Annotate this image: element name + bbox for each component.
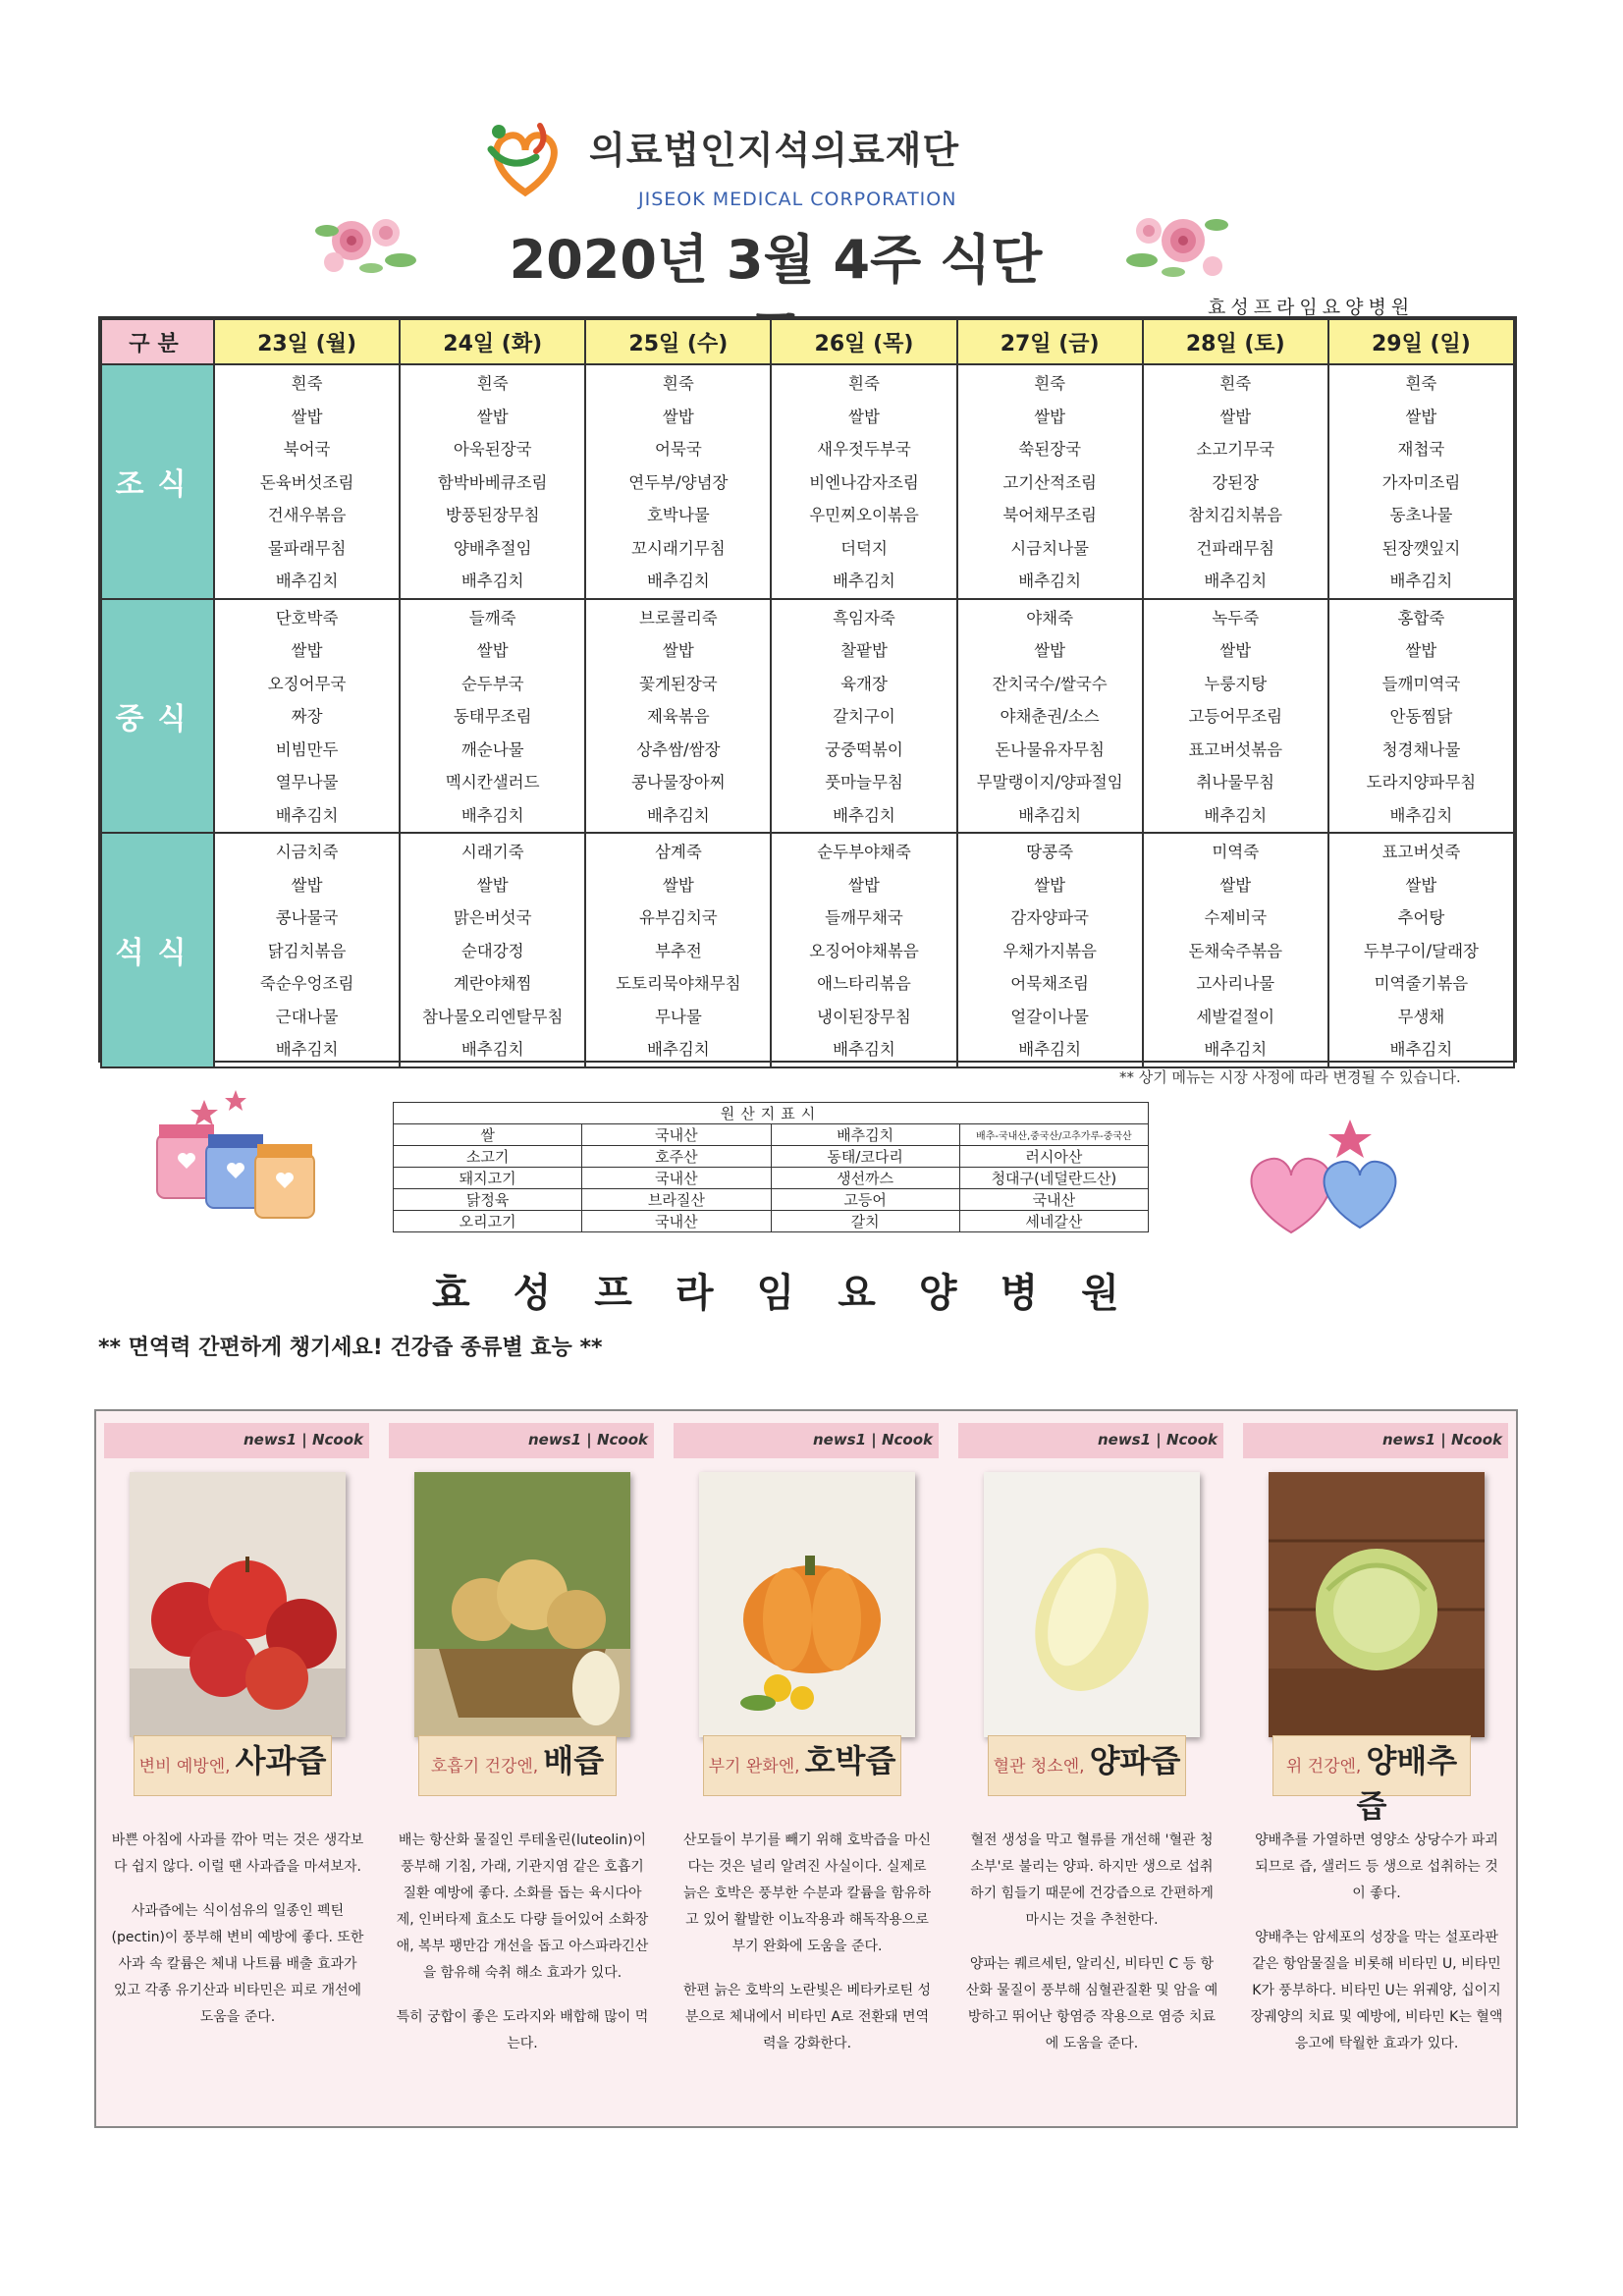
menu-item: 쑥된장국 (1018, 440, 1082, 459)
origin-cell: 갈치 (771, 1211, 959, 1232)
news-logo: news1 | Ncook (1381, 1431, 1502, 1449)
menu-item: 무나물 (654, 1007, 702, 1026)
menu-item: 쌀밥 (1219, 641, 1252, 660)
menu-item: 배추김치 (646, 572, 710, 590)
menu-cell (771, 599, 956, 834)
menu-item: 배추김치 (1204, 572, 1268, 590)
menu-cell (957, 833, 1143, 1067)
hearts-decoration-icon (1232, 1115, 1429, 1242)
menu-cell (1143, 599, 1328, 834)
menu-cell (585, 833, 771, 1067)
menu-item: 콩나물장아찌 (631, 773, 726, 792)
menu-item: 흰죽 (1219, 374, 1252, 393)
health-juice-subtitle: ** 면역력 간편하게 챙기세요! 건강즙 종류별 효능 ** (98, 1336, 603, 1360)
flower-decoration-icon (312, 201, 430, 290)
menu-item: 근대나물 (275, 1007, 339, 1026)
menu-item: 물파래무침 (267, 538, 347, 558)
menu-item: 무생채 (1397, 1007, 1445, 1026)
menu-item: 맑은버섯국 (453, 908, 532, 927)
menu-item: 흰죽 (476, 374, 509, 393)
origin-cell: 세네갈산 (959, 1211, 1148, 1232)
menu-item: 표고버섯죽 (1381, 843, 1461, 861)
menu-item: 단호박죽 (275, 608, 339, 628)
menu-item: 배추김치 (1018, 805, 1082, 825)
menu-cell (1143, 364, 1328, 599)
menu-item: 새우젓두부국 (817, 440, 911, 459)
origin-cell: 국내산 (582, 1124, 771, 1146)
menu-item: 얼갈이나물 (1010, 1007, 1089, 1026)
menu-cell (400, 833, 585, 1067)
card-paragraph: 산모들이 부기를 빼기 위해 호박즙을 마신다는 것은 널리 알려진 사실이다. 실제로 늙은 호박은 풍부한 수분과 칼륨을 함유하고 있어 활발한 이뇨작용과 해독작용으로 부기 완화에 도움을 준다. (682, 1832, 932, 1954)
menu-item: 흰죽 (1405, 374, 1437, 393)
menu-cell (214, 364, 400, 599)
menu-item: 배추김치 (646, 805, 710, 825)
menu-cell (400, 599, 585, 834)
menu-item: 브로콜리죽 (639, 608, 718, 628)
card-paragraph: 배는 항산화 물질인 루테올린(luteolin)이 풍부해 기침, 가래, 기관지염 같은 호흡기 질환 예방에 좋다. 소화를 돕는 육시다아제, 인버타제 효소도 다량 들어있어 소화장애, 복부 팽만감 개선을 돕고 아스파라긴산을 함유해 숙취 해소 효과가 있다. (396, 1832, 649, 1981)
menu-item: 누룽지탕 (1204, 674, 1268, 693)
card-paragraph: 바쁜 아침에 사과를 깎아 먹는 것은 생각보다 쉽지 않다. 이럴 땐 사과즙을 마셔보자. (111, 1832, 364, 1875)
menu-item: 제육볶음 (646, 707, 710, 726)
menu-item: 상추쌈/쌈장 (636, 739, 721, 759)
menu-item: 북어국 (283, 440, 331, 459)
menu-item: 쌀밥 (1034, 875, 1066, 895)
menu-item: 쌀밥 (291, 407, 323, 426)
menu-item: 배추김치 (1018, 572, 1082, 590)
card-label-big: 사과즙 (235, 1742, 327, 1779)
menu-cell (214, 833, 400, 1067)
hospital-name-large: 효성프라임요양병원 (432, 1271, 1163, 1316)
juice-card-apple (104, 1423, 369, 2025)
origin-cell: 국내산 (959, 1189, 1148, 1211)
menu-item: 강된장 (1212, 472, 1260, 492)
menu-item: 연두부/양념장 (628, 472, 729, 492)
menu-item: 배추김치 (833, 572, 895, 590)
menu-item: 쌀밥 (476, 641, 509, 660)
origin-cell: 닭정육 (394, 1189, 582, 1211)
menu-item: 배추김치 (1389, 572, 1453, 590)
card-label (988, 1735, 1186, 1796)
origin-cell: 배추-국내산,중국산/고추가루-중국산 (959, 1124, 1148, 1146)
menu-item: 수제비국 (1204, 908, 1268, 927)
juice-card-cabbage (1243, 1423, 1508, 2051)
menu-item: 쌀밥 (662, 875, 694, 895)
menu-item: 재첩국 (1397, 440, 1445, 459)
card-label (1272, 1735, 1471, 1825)
origin-cell: 호주산 (582, 1146, 771, 1168)
card-description (964, 1828, 1219, 2075)
menu-item: 세발겉절이 (1196, 1007, 1275, 1026)
menu-item: 애느타리볶음 (817, 974, 911, 993)
card-label (134, 1735, 332, 1796)
menu-item: 꼬시래기무침 (631, 538, 726, 558)
menu-item: 순두부국 (460, 674, 524, 693)
juice-card-pumpkin (674, 1423, 939, 2051)
origin-cell: 러시아산 (959, 1146, 1148, 1168)
menu-item: 동초나물 (1389, 506, 1453, 524)
menu-item: 호박나물 (646, 506, 710, 524)
origin-cell: 오리고기 (394, 1211, 582, 1232)
menu-cell (771, 833, 956, 1067)
card-paragraph: 양배추는 암세포의 성장을 막는 설포라판 같은 항암물질을 비롯해 비타민 U, 비타민 K가 풍부하다. 비타민 U는 위궤양, 십이지장궤양의 치료 및 예방에, 비타민 K는 혈액 응고에 탁월한 효과가 있다. (1250, 1930, 1503, 2051)
menu-item: 어묵채조림 (1010, 974, 1089, 993)
menu-item: 더덕지 (840, 538, 888, 558)
news-logo: news1 | Ncook (812, 1431, 933, 1449)
menu-item: 배추김치 (460, 1040, 524, 1059)
menu-item: 돈육버섯조림 (259, 472, 354, 492)
hospital-name-small: 효성프라임요양병원 (1208, 297, 1415, 318)
card-paragraph: 한편 늙은 호박의 노란빛은 베타카로틴 성분으로 체내에서 비타민 A로 전환돼 면역력을 강화한다. (682, 1983, 932, 2051)
menu-item: 흑임자죽 (833, 608, 895, 628)
flower-decoration-icon (1114, 201, 1232, 290)
menu-item: 아욱된장국 (453, 440, 532, 459)
menu-cell (1328, 833, 1514, 1067)
menu-cell (1143, 833, 1328, 1067)
menu-item: 쌀밥 (1219, 875, 1252, 895)
menu-item: 소고기무국 (1196, 440, 1275, 459)
origin-cell: 배추김치 (771, 1124, 959, 1146)
card-label-big: 양파즙 (1089, 1742, 1181, 1779)
menu-item: 배추김치 (460, 805, 524, 825)
card-paragraph: 양파는 퀘르세틴, 알리신, 비타민 C 등 항산화 물질이 풍부해 심혈관질환 및 암을 예방하고 뛰어난 항염증 작용으로 염증 치료에 도움을 준다. (965, 1956, 1218, 2051)
origin-row (394, 1146, 1149, 1168)
apple-photo (130, 1472, 346, 1737)
menu-item: 깨순나물 (460, 739, 524, 759)
menu-item: 찰팥밥 (840, 641, 888, 660)
origin-cell: 동태/코다리 (771, 1146, 959, 1168)
card-label-small: 부기 완화엔, (708, 1757, 800, 1777)
day-header: 25일 (수) (585, 319, 771, 364)
menu-item: 잔치국수/쌀국수 (992, 674, 1108, 693)
card-label-small: 변비 예방엔, (138, 1757, 231, 1777)
menu-item: 순두부야채죽 (817, 843, 911, 861)
meal-label-breakfast: 조식 (101, 364, 214, 599)
card-label (418, 1735, 617, 1796)
menu-item: 들깨미역국 (1381, 674, 1461, 693)
menu-item: 꽃게된장국 (639, 674, 718, 693)
menu-item: 배추김치 (833, 1040, 895, 1059)
menu-item: 흰죽 (1034, 374, 1066, 393)
meal-label-dinner: 석식 (101, 833, 214, 1067)
day-header: 24일 (화) (400, 319, 585, 364)
menu-item: 배추김치 (1389, 1040, 1453, 1059)
menu-item: 된장깻잎지 (1381, 538, 1461, 558)
menu-item: 야채죽 (1026, 608, 1074, 628)
menu-item: 표고버섯볶음 (1188, 739, 1283, 759)
menu-item: 쌀밥 (1405, 641, 1437, 660)
menu-item: 순대강정 (460, 941, 524, 960)
menu-item: 시래기죽 (460, 843, 524, 861)
menu-item: 쌀밥 (848, 875, 880, 895)
menu-cell (771, 364, 956, 599)
menu-item: 쌀밥 (848, 407, 880, 426)
card-label-big: 양배추즙 (1356, 1742, 1458, 1825)
menu-item: 배추김치 (1389, 805, 1453, 825)
org-name: 의료법인지석의료재단 (589, 129, 960, 172)
menu-item: 야채춘권/소스 (1000, 707, 1100, 726)
menu-note: ** 상기 메뉴는 시장 사정에 따라 변경될 수 있습니다. (1119, 1068, 1461, 1086)
origin-cell: 국내산 (582, 1168, 771, 1189)
day-header: 27일 (금) (957, 319, 1143, 364)
menu-item: 고사리나물 (1196, 974, 1275, 993)
menu-item: 쌀밥 (476, 875, 509, 895)
menu-item: 오징어야채볶음 (809, 941, 919, 960)
menu-header-row (101, 319, 1514, 364)
menu-item: 양배추절임 (453, 538, 532, 558)
origin-cell: 고등어 (771, 1189, 959, 1211)
card-description (395, 1828, 650, 2075)
menu-item: 청경채나물 (1381, 739, 1461, 759)
corner-label: 구분 (101, 319, 214, 364)
menu-item: 배추김치 (646, 1040, 710, 1059)
menu-item: 배추김치 (275, 805, 339, 825)
card-paragraph: 혈전 생성을 막고 혈류를 개선해 '혈관 청소부'로 불리는 양파. 하지만 생으로 섭취하기 힘들기 때문에 건강즙으로 간편하게 마시는 것을 추천한다. (970, 1832, 1214, 1928)
menu-item: 시금치죽 (275, 843, 339, 861)
menu-item: 우민찌오이볶음 (809, 506, 919, 524)
card-description (679, 1828, 935, 2075)
origin-cell: 생선까스 (771, 1168, 959, 1189)
card-paragraph: 양배추를 가열하면 영양소 상당수가 파괴되므로 즙, 샐러드 등 생으로 섭취하는 것이 좋다. (1255, 1832, 1498, 1901)
news-logo: news1 | Ncook (243, 1431, 363, 1449)
menu-item: 짜장 (291, 707, 323, 726)
menu-item: 흰죽 (848, 374, 880, 393)
lunch-row (101, 599, 1514, 834)
menu-item: 멕시칸샐러드 (445, 773, 540, 792)
menu-item: 건파래무침 (1196, 538, 1275, 558)
origin-row (394, 1189, 1149, 1211)
day-header: 29일 (일) (1328, 319, 1514, 364)
juice-card-onion (958, 1423, 1223, 2051)
menu-cell (1328, 599, 1514, 834)
origin-row (394, 1168, 1149, 1189)
menu-item: 쌀밥 (1219, 407, 1252, 426)
menu-item: 홍합죽 (1397, 608, 1445, 628)
menu-item: 쌀밥 (1405, 407, 1437, 426)
card-paragraph: 사과즙에는 식이섬유의 일종인 펙틴(pectin)이 풍부해 변비 예방에 좋다. 또한 사과 속 칼륨은 체내 나트륨 배출 효과가 있고 각종 유기산과 비타민은 피로 개선에 도움을 준다. (111, 1903, 364, 2025)
juice-card-pear (389, 1423, 654, 2051)
menu-item: 쌀밥 (1405, 875, 1437, 895)
menu-item: 계란야채찜 (453, 974, 532, 993)
menu-item: 냉이된장무침 (817, 1007, 911, 1026)
menu-item: 방풍된장무침 (445, 506, 540, 524)
menu-item: 함박바베큐조림 (437, 472, 548, 492)
pumpkin-photo (699, 1472, 915, 1737)
card-label-small: 위 건강엔, (1285, 1757, 1362, 1777)
menu-item: 쌀밥 (662, 407, 694, 426)
menu-item: 궁중떡볶이 (825, 739, 903, 759)
menu-item: 감자양파국 (1010, 908, 1089, 927)
menu-item: 쌀밥 (291, 875, 323, 895)
logo-icon (481, 116, 569, 204)
card-label (703, 1735, 901, 1796)
menu-item: 무말랭이지/양파절임 (976, 773, 1123, 792)
origin-cell: 쌀 (394, 1124, 582, 1146)
origin-title: 원산지표시 (394, 1103, 1149, 1124)
news-logo: news1 | Ncook (1097, 1431, 1217, 1449)
menu-item: 참나물오리엔탈무침 (421, 1007, 564, 1026)
menu-item: 부추전 (654, 941, 702, 960)
day-header: 28일 (토) (1143, 319, 1328, 364)
menu-item: 두부구이/달래장 (1363, 941, 1479, 960)
menu-item: 어묵국 (654, 440, 702, 459)
origin-cell: 브라질산 (582, 1189, 771, 1211)
origin-row (394, 1211, 1149, 1232)
menu-item: 콩나물국 (275, 908, 339, 927)
menu-item: 참치김치볶음 (1188, 506, 1283, 524)
menu-item: 배추김치 (1204, 1040, 1268, 1059)
breakfast-row (101, 364, 1514, 599)
origin-cell: 돼지고기 (394, 1168, 582, 1189)
menu-item: 우채가지볶음 (1002, 941, 1097, 960)
menu-item: 건새우볶음 (267, 506, 347, 524)
menu-item: 삼계죽 (654, 843, 702, 861)
menu-item: 가자미조림 (1381, 472, 1461, 492)
card-description (1249, 1828, 1504, 2075)
menu-item: 돈나물유자무침 (995, 739, 1105, 759)
origin-table (393, 1102, 1149, 1232)
menu-item: 동태무조림 (453, 707, 532, 726)
origin-cell: 국내산 (582, 1211, 771, 1232)
menu-cell (400, 364, 585, 599)
cabbage-photo (1269, 1472, 1485, 1737)
menu-item: 돈채숙주볶음 (1188, 941, 1283, 960)
menu-item: 배추김치 (1018, 1040, 1082, 1059)
meal-label-lunch: 중식 (101, 599, 214, 834)
menu-item: 쌀밥 (1034, 407, 1066, 426)
menu-item: 북어채무조림 (1002, 506, 1097, 524)
menu-item: 도토리묵야채무침 (616, 974, 741, 993)
menu-cell (585, 364, 771, 599)
menu-item: 배추김치 (275, 1040, 339, 1059)
day-header: 23일 (월) (214, 319, 400, 364)
menu-item: 죽순우엉조림 (259, 974, 354, 993)
menu-item: 흰죽 (291, 374, 323, 393)
card-paragraph: 특히 궁합이 좋은 도라지와 배합해 많이 먹는다. (396, 2009, 649, 2051)
menu-item: 육개장 (840, 674, 888, 693)
menu-cell (214, 599, 400, 834)
origin-cell: 소고기 (394, 1146, 582, 1168)
menu-item: 쌀밥 (1034, 641, 1066, 660)
card-label-small: 혈관 청소엔, (993, 1757, 1085, 1777)
origin-cell: 청대구(네덜란드산) (959, 1168, 1148, 1189)
day-header: 26일 (목) (771, 319, 956, 364)
menu-item: 비엔나감자조림 (809, 472, 919, 492)
menu-item: 땅콩죽 (1026, 843, 1074, 861)
menu-item: 풋마늘무침 (825, 773, 903, 792)
card-label-big: 호박즙 (804, 1742, 896, 1779)
menu-table (98, 316, 1517, 1063)
menu-item: 쌀밥 (476, 407, 509, 426)
menu-item: 열무나물 (275, 773, 339, 792)
card-label-small: 호흡기 건강엔, (430, 1757, 539, 1777)
onion-photo (984, 1472, 1200, 1737)
menu-cell (957, 599, 1143, 834)
menu-item: 쌀밥 (291, 641, 323, 660)
menu-item: 쌀밥 (662, 641, 694, 660)
menu-item: 비빔만두 (275, 739, 339, 759)
menu-item: 녹두죽 (1212, 608, 1260, 628)
origin-row (394, 1124, 1149, 1146)
menu-item: 유부김치국 (639, 908, 718, 927)
menu-item: 미역줄기볶음 (1374, 974, 1469, 993)
menu-cell (1328, 364, 1514, 599)
card-label-big: 배즙 (543, 1742, 605, 1779)
news-logo: news1 | Ncook (527, 1431, 648, 1449)
menu-item: 배추김치 (275, 572, 339, 590)
jars-decoration-icon (147, 1090, 329, 1228)
menu-item: 안동찜닭 (1389, 707, 1453, 726)
menu-item: 닭김치볶음 (267, 941, 347, 960)
menu-item: 미역죽 (1212, 843, 1260, 861)
menu-item: 오징어무국 (267, 674, 347, 693)
org-name-en: JISEOK MEDICAL CORPORATION (638, 189, 957, 210)
menu-item: 추어탕 (1397, 908, 1445, 927)
menu-item: 도라지양파무침 (1366, 773, 1477, 792)
dinner-row (101, 833, 1514, 1067)
menu-item: 흰죽 (662, 374, 694, 393)
page-title: 2020년 3월 4주 식단 (509, 229, 1043, 291)
menu-item: 들깨죽 (468, 608, 516, 628)
menu-cell (585, 599, 771, 834)
health-juice-panel (94, 1409, 1518, 2128)
menu-item: 고기산적조림 (1002, 472, 1097, 492)
menu-item: 배추김치 (460, 572, 524, 590)
menu-item: 취나물무침 (1196, 773, 1275, 792)
menu-item: 고등어무조림 (1188, 707, 1283, 726)
pear-photo (414, 1472, 630, 1737)
menu-item: 갈치구이 (833, 707, 895, 726)
menu-item: 배추김치 (1204, 805, 1268, 825)
menu-item: 배추김치 (833, 805, 895, 825)
menu-cell (957, 364, 1143, 599)
menu-item: 시금치나물 (1010, 538, 1089, 558)
card-description (110, 1828, 365, 2049)
menu-item: 들깨무채국 (825, 908, 903, 927)
